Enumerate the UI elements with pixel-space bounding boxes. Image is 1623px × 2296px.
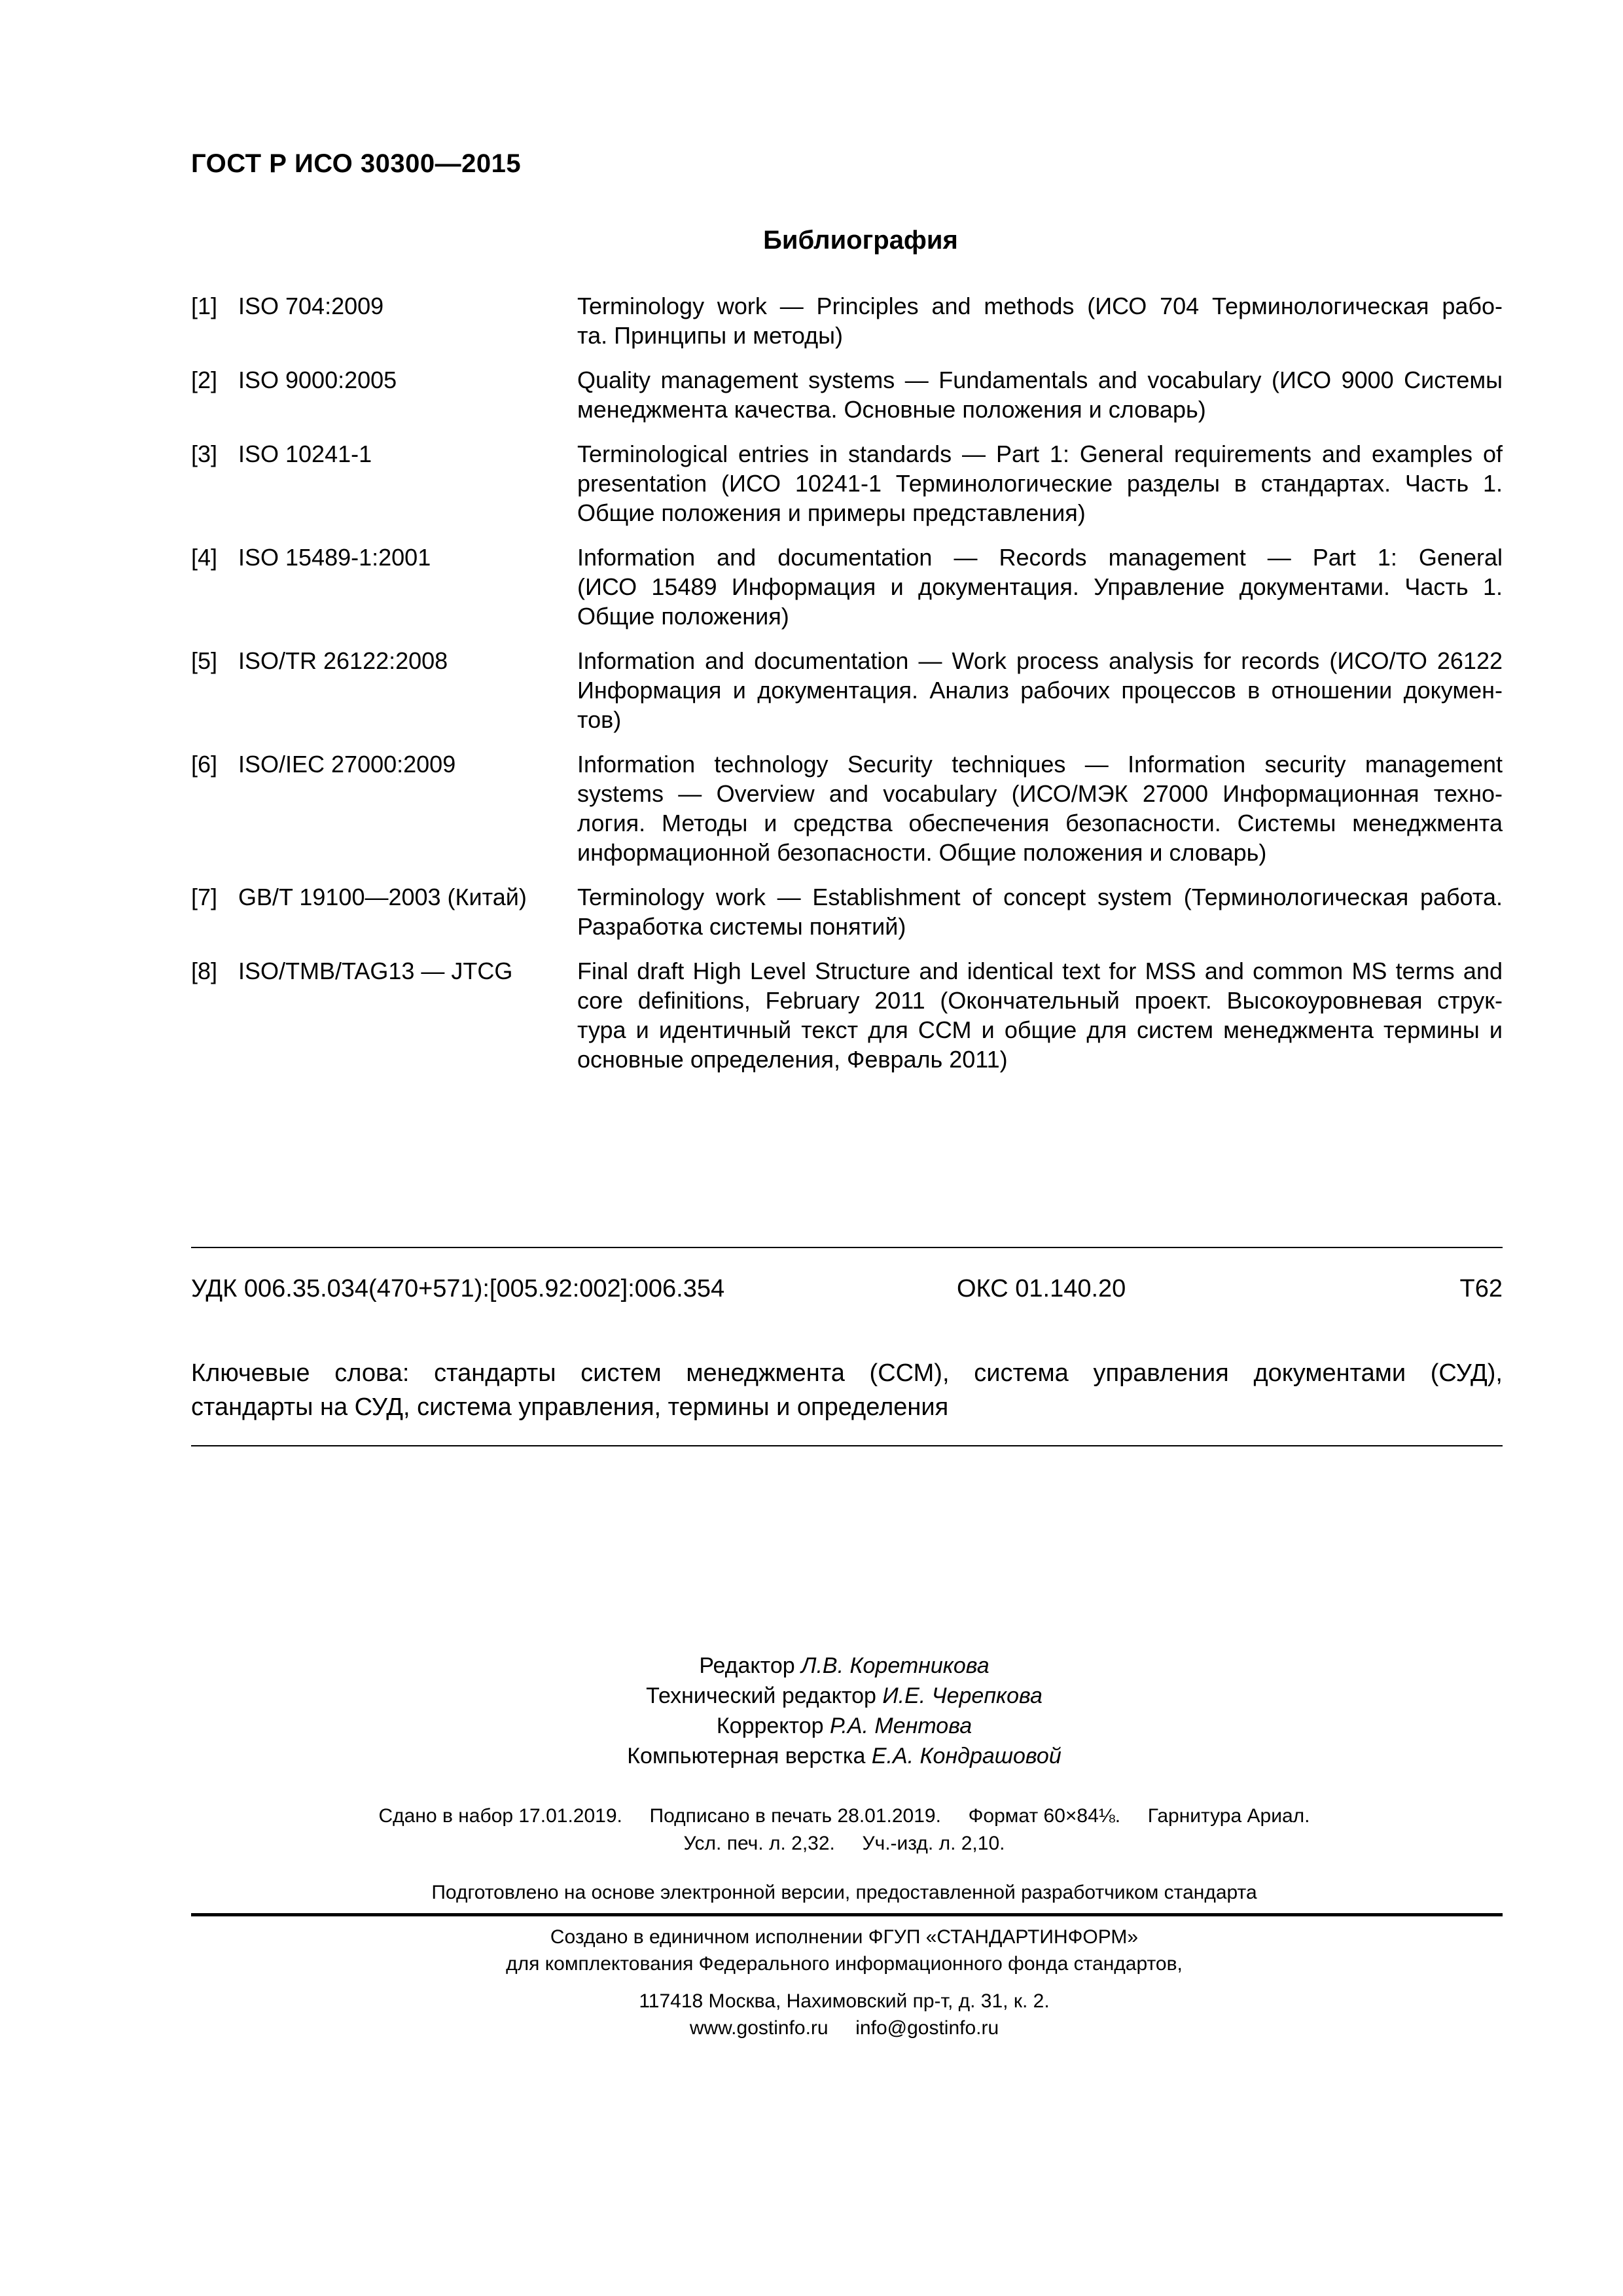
entry-description <box>577 365 1503 424</box>
credit-tech-editor-name: И.Е. Черепкова <box>882 1683 1043 1708</box>
entry-description-line: Information technology Security techniques — Information security management <box>577 751 1503 778</box>
classification-row <box>191 1275 1503 1308</box>
entry-description-line: та. Принципы и методы) <box>577 322 843 349</box>
entry-description-line: presentation (ИСО 10241-1 Терминологические разделы в стандартах. Часть 1. <box>577 470 1503 497</box>
entry-description-line: Разработка системы понятий) <box>577 913 906 940</box>
credit-tech-editor <box>0 1681 1623 1711</box>
credit-editor-name: Л.В. Коретникова <box>801 1653 990 1678</box>
entry-number: [6] <box>191 751 218 778</box>
entry-description-line: Terminology work — Establishment of concept system (Терминологическая работа. <box>577 884 1503 910</box>
entry-description-line: основные определения, Февраль 2011) <box>577 1046 1008 1073</box>
imprint-created-1: Создано в единичном исполнении ФГУП «СТАНДАРТИНФОРМ» <box>550 1926 1139 1948</box>
entry-description-line: core definitions, February 2011 (Окончательный проект. Высокоуровневая струк- <box>577 987 1503 1014</box>
entry-description-line: Информация и документация. Анализ рабочих процессов в отношении докумен- <box>577 677 1503 704</box>
credit-tech-editor-label: Технический редактор <box>646 1683 876 1708</box>
entry-standard-code: ISO 15489-1:2001 <box>238 544 431 571</box>
credit-layout-name: Е.А. Кондрашовой <box>871 1744 1061 1768</box>
entry-description-line: менеджмента качества. Основные положения и словарь) <box>577 396 1206 423</box>
entry-standard-code: ISO 704:2009 <box>238 293 384 319</box>
keywords-line-1: Ключевые слова: стандарты систем менеджмента (ССМ), система управления документами (СУД), <box>191 1359 1503 1387</box>
divider-top <box>191 1247 1503 1248</box>
bibliography-title: Библиография <box>763 226 958 255</box>
entry-description-line: Terminology work — Principles and methods (ИСО 704 Терминологическая рабо- <box>577 293 1503 319</box>
entry-description-line: информационной безопасности. Общие положения и словарь) <box>577 839 1267 866</box>
t-code: Т62 <box>1459 1275 1503 1302</box>
entry-standard-code: ISO 9000:2005 <box>238 367 397 393</box>
entry-number: [3] <box>191 440 218 467</box>
entry-number: [5] <box>191 647 218 674</box>
entry-description-line: Terminological entries in standards — Part 1: General requirements and examples of <box>577 440 1503 467</box>
entry-number: [1] <box>191 293 218 319</box>
oks-code: ОКС 01.140.20 <box>957 1275 1126 1302</box>
udc-code: УДК 006.35.034(470+571):[005.92:002]:006.354 <box>191 1275 725 1302</box>
credit-layout <box>0 1741 1623 1771</box>
entry-number: [7] <box>191 884 218 910</box>
entry-standard-code: ISO 10241-1 <box>238 440 372 467</box>
imprint-created-2: для комплектования Федерального информационного фонда стандартов, <box>506 1953 1183 1975</box>
entry-description-line: Quality management systems — Fundamentals and vocabulary (ИСО 9000 Системы <box>577 367 1503 393</box>
entry-standard-code: ISO/TR 26122:2008 <box>238 647 448 674</box>
entry-number: [8] <box>191 958 218 984</box>
entry-description-line: (ИСО 15489 Информация и документация. Управление документами. Часть 1. <box>577 573 1503 600</box>
entry-standard-code: ISO/IEC 27000:2009 <box>238 751 456 778</box>
credit-layout-label: Компьютерная верстка <box>627 1744 866 1768</box>
entry-description <box>577 749 1503 867</box>
entry-description-line: Final draft High Level Structure and identical text for MSS and common MS terms and <box>577 958 1503 984</box>
entry-description <box>577 646 1503 734</box>
entry-standard-code: ISO/TMB/TAG13 — JTCG <box>238 958 513 984</box>
credit-editor-label: Редактор <box>699 1653 795 1678</box>
divider-bottom <box>191 1913 1503 1916</box>
imprint-line-2: Усл. печ. л. 2,32. Уч.-изд. л. 2,10. <box>683 1833 1005 1854</box>
entry-description-line: тура и идентичный текст для ССМ и общие для систем менеджмента термины и <box>577 1016 1503 1043</box>
entry-description <box>577 291 1503 350</box>
entry-number: [4] <box>191 544 218 571</box>
divider-keywords <box>191 1445 1503 1446</box>
entry-description-line: Information and documentation — Work process analysis for records (ИСО/ТО 26122 <box>577 647 1503 674</box>
entry-description <box>577 882 1503 941</box>
imprint-web: www.gostinfo.ru info@gostinfo.ru <box>689 2017 999 2039</box>
entry-description-line: Общие положения и примеры представления) <box>577 499 1086 526</box>
entry-description-line: Information and documentation — Records management — Part 1: General <box>577 544 1503 571</box>
entry-description <box>577 439 1503 528</box>
imprint-address: 117418 Москва, Нахимовский пр-т, д. 31, к. 2. <box>639 1990 1050 2012</box>
entry-description-line: systems — Overview and vocabulary (ИСО/МЭК 27000 Информационная техно- <box>577 780 1503 807</box>
entry-number: [2] <box>191 367 218 393</box>
entry-description-line: логия. Методы и средства обеспечения безопасности. Системы менеджмента <box>577 810 1503 836</box>
credit-corrector-label: Корректор <box>716 1713 824 1738</box>
credit-corrector-name: Р.А. Ментова <box>830 1713 972 1738</box>
credit-editor <box>0 1651 1623 1681</box>
entry-description-line: тов) <box>577 706 622 733</box>
entry-description <box>577 543 1503 631</box>
entry-description <box>577 956 1503 1074</box>
keywords <box>191 1356 1503 1424</box>
imprint-line-1: Сдано в набор 17.01.2019. Подписано в печать 28.01.2019. Формат 60×84⅛. Гарнитура Ариал. <box>378 1805 1310 1827</box>
document-header: ГОСТ Р ИСО 30300—2015 <box>191 149 522 178</box>
credit-corrector <box>0 1711 1623 1741</box>
entry-description-line: Общие положения) <box>577 603 789 630</box>
keywords-line-2: стандарты на СУД, система управления, термины и определения <box>191 1393 949 1421</box>
entry-standard-code: GB/T 19100—2003 (Китай) <box>238 884 527 910</box>
imprint-prepared: Подготовлено на основе электронной версии, предоставленной разработчиком стандарта <box>431 1882 1257 1903</box>
